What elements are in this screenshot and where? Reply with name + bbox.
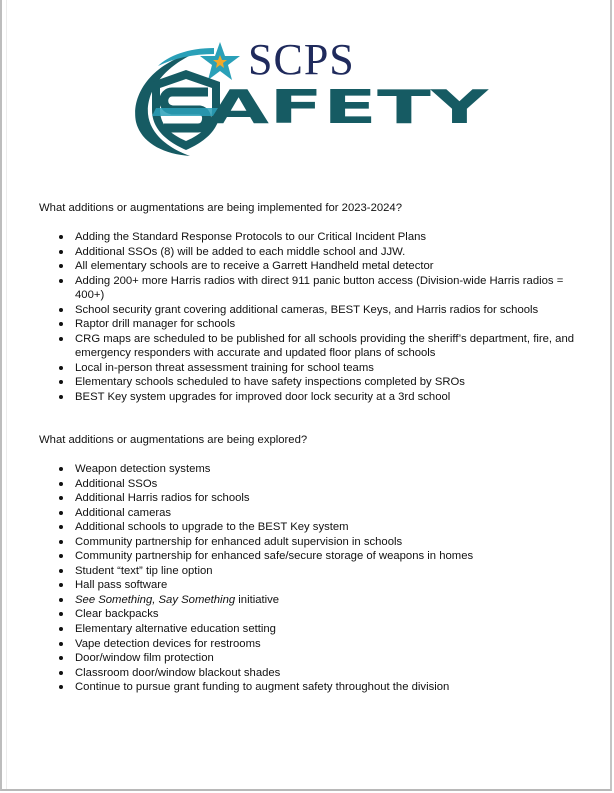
italic-initiative-name: See Something, Say Something [75, 593, 236, 606]
list-item: Raptor drill manager for schools [39, 317, 579, 332]
list-item: Additional schools to upgrade to the BEST Key system [39, 520, 579, 535]
list-item: Clear backpacks [39, 607, 579, 622]
bullet-icon [59, 308, 63, 312]
list-item: Local in-person threat assessment training for school teams [39, 361, 579, 376]
bullet-icon [59, 337, 63, 341]
list-item: Additional Harris radios for schools [39, 491, 579, 506]
list-item: Additional cameras [39, 506, 579, 521]
bullet-icon [59, 554, 63, 558]
bullet-icon [59, 482, 63, 486]
list-item: Vape detection devices for restrooms [39, 637, 579, 652]
implemented-list [39, 230, 579, 405]
section-heading-implemented: What additions or augmentations are being implemented for 2023-2024? [39, 202, 402, 214]
list-item: Adding 200+ more Harris radios with direct 911 panic button access (Division-wide Harris radios = 400+) [39, 274, 579, 303]
list-item: Elementary alternative education setting [39, 622, 579, 637]
list-item: See Something, Say Something initiative [39, 593, 579, 608]
star-icon [200, 42, 240, 80]
list-item: CRG maps are scheduled to be published for all schools providing the sheriff’s department, fire, and emergency responders with accurate and updated floor plans of schools [39, 332, 579, 361]
list-item: Additional SSOs (8) will be added to each middle school and JJW. [39, 245, 579, 260]
list-item: Student “text” tip line option [39, 564, 579, 579]
bullet-icon [59, 380, 63, 384]
bullet-icon [59, 671, 63, 675]
list-item: All elementary schools are to receive a Garrett Handheld metal detector [39, 259, 579, 274]
list-item: Door/window film protection [39, 651, 579, 666]
bullet-icon [59, 569, 63, 573]
bullet-icon [59, 612, 63, 616]
logo-afety-text: AFETY [208, 80, 490, 134]
list-item: Classroom door/window blackout shades [39, 666, 579, 681]
bullet-icon [59, 656, 63, 660]
bullet-icon [59, 250, 63, 254]
list-item: Weapon detection systems [39, 462, 579, 477]
list-item: Community partnership for enhanced adult supervision in schools [39, 535, 579, 550]
logo-scps-text: SCPS [248, 35, 355, 84]
bullet-icon [59, 235, 63, 239]
bullet-icon [59, 496, 63, 500]
list-item: School security grant covering additional cameras, BEST Keys, and Harris radios for schools [39, 303, 579, 318]
list-item: Additional SSOs [39, 477, 579, 492]
list-item: Adding the Standard Response Protocols to our Critical Incident Plans [39, 230, 579, 245]
page-edge-divider [6, 0, 7, 789]
list-item: Hall pass software [39, 578, 579, 593]
bullet-icon [59, 627, 63, 631]
list-item: Elementary schools scheduled to have safety inspections completed by SROs [39, 375, 579, 390]
section-heading-explored: What additions or augmentations are being explored? [39, 434, 308, 446]
bullet-icon [59, 322, 63, 326]
list-item: Community partnership for enhanced safe/secure storage of weapons in homes [39, 549, 579, 564]
bullet-icon [59, 467, 63, 471]
list-item: BEST Key system upgrades for improved door lock security at a 3rd school [39, 390, 579, 405]
bullet-icon [59, 511, 63, 515]
bullet-icon [59, 583, 63, 587]
scps-safety-logo [128, 30, 498, 160]
bullet-icon [59, 540, 63, 544]
explored-list [39, 462, 579, 695]
bullet-icon [59, 525, 63, 529]
bullet-icon [59, 642, 63, 646]
list-item: Continue to pursue grant funding to augment safety throughout the division [39, 680, 579, 695]
bullet-icon [59, 279, 63, 283]
bullet-icon [59, 598, 63, 602]
bullet-icon [59, 264, 63, 268]
bullet-icon [59, 395, 63, 399]
bullet-icon [59, 685, 63, 689]
bullet-icon [59, 366, 63, 370]
